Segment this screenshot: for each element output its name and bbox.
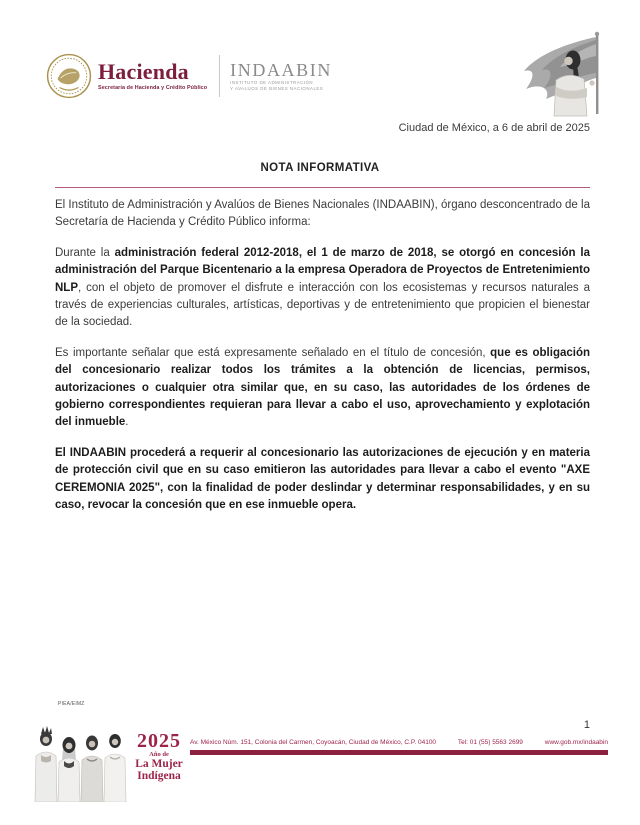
footer-address-block [190,739,608,755]
hacienda-seal-icon [46,53,92,99]
indaabin-subtitle-line2: Y AVALÚOS DE BIENES NACIONALES [230,85,324,91]
footer-bar [190,750,608,756]
year-logo [126,731,192,782]
hacienda-indaabin-logo [46,48,332,104]
indaabin-wordmark: INDAABIN [230,59,332,80]
reference-code: PIEA/EIMZ [58,701,85,707]
paragraph: El INDAABIN procederá a requerir al concesionario las autorizaciones de ejecución y en materia de protección civil que en su caso emitieron las autoridades para llevar a cabo el evento "AXE CEREMONIA 2025", con la finalidad de poder deslindar y determinar responsabilidades, y en su caso, revocar la concesión que en ese inmueble opera. [55,446,590,512]
hacienda-wordmark: Hacienda [98,59,189,84]
footer-address: Av. México Núm. 151, Colonia del Carmen, Coyoacán, Ciudad de México, C.P. 04100 [190,739,437,746]
paragraph: Durante la administración federal 2012-2018, el 1 de marzo de 2018, se otorgó en concesión la administración del Parque Bicentenario a la empresa Operadora de Proyectos de Entretenimiento NLP, con el objeto de promover el disfrute e interacción con los ecosistemas y recursos naturales a través de experiencias culturales, artísticas, deportivas y de entretenimiento que propicien el bienestar de la sociedad. [55,246,591,329]
footer-phone: Tel: 01 (55) 5563 2699 [457,739,523,746]
hacienda-logo-text [98,61,207,91]
page-number: 1 [583,719,590,731]
header-divider [219,55,220,97]
footer-website: www.gob.mx/indaabin [544,739,608,746]
year-logo-line3: Indígena [137,770,181,782]
footer-address-line [190,739,608,746]
indaabin-subtitle-line1: INSTITUTO DE ADMINISTRACIÓN [230,79,314,85]
paragraph: El Instituto de Administración y Avalúos de Bienes Nacionales (INDAABIN), órgano desconcentrado de la Secretaría de Hacienda y Crédito Público informa: [55,199,590,229]
title-rule [55,187,590,188]
year-logo-year: 2025 [137,730,181,752]
hacienda-subtitle: Secretaría de Hacienda y Crédito Público [98,85,208,91]
date-line: Ciudad de México, a 6 de abril de 2025 [398,122,590,134]
paragraph: Es importante señalar que está expresamente señalado en el título de concesión, que es obligación del concesionario realizar todos los trámites a la obtención de licencias, permisos, autorizaciones o cualquier otra similar que, en su caso, las autoridades de los órdenes de gobierno correspondientes requieran para llevar a cabo el uso, aprovechamiento y explotación del inmueble. [55,346,590,429]
indaabin-logo-text [230,61,332,91]
indigenous-women-image [34,722,128,802]
document-body [55,197,590,528]
flag-woman-image [506,30,628,118]
document-title: NOTA INFORMATIVA [260,162,380,174]
year-logo-line2: La Mujer [135,758,183,770]
year-logo-line1: Año de [149,751,169,758]
